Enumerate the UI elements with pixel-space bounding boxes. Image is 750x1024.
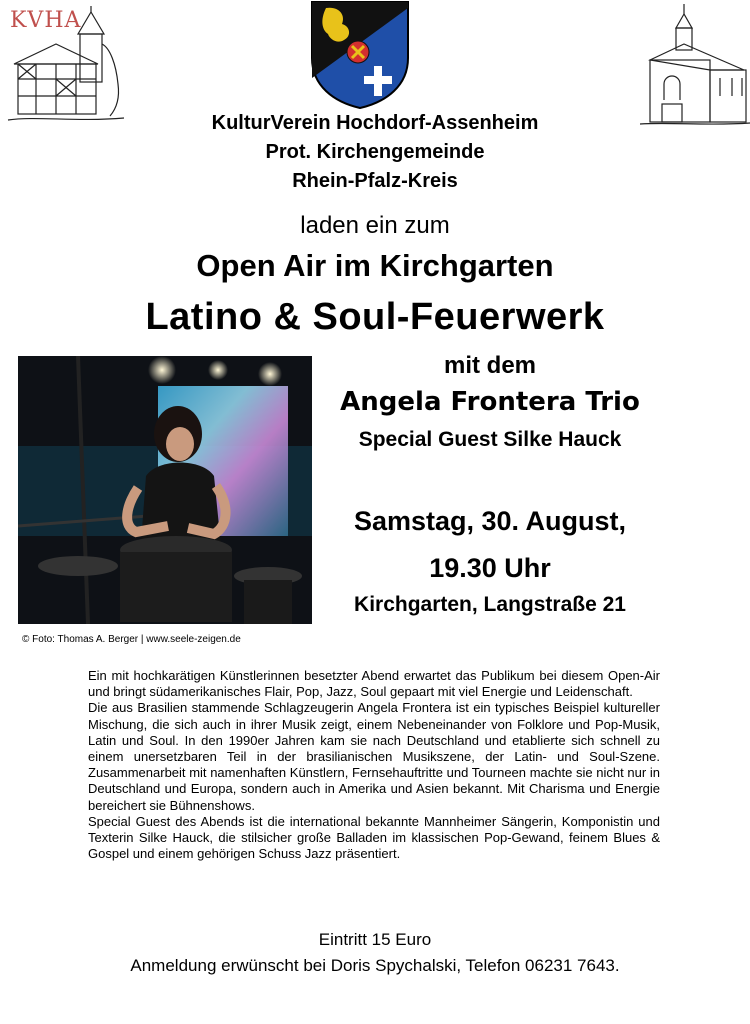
description-paragraph-3: Special Guest des Abends ist die international bekannte Mannheimer Sängerin, Komponistin und Texterin Silke Hauck, die stilsicher große Balladen im klassischen Pop-Gewand, feinem Blues & Gospel und einem gehörigen Schuss Jazz präsentiert. <box>88 813 660 862</box>
headline: Latino & Soul-Feuerwerk <box>145 296 605 338</box>
entry-fee: Eintritt 15 Euro <box>318 930 432 949</box>
organizer-line-2: Prot. Kirchengemeinde <box>265 141 485 163</box>
event-time: 19.30 Uhr <box>429 553 551 583</box>
photo-caption: © Foto: Thomas A. Berger | www.seele-zeigen.de <box>22 634 241 645</box>
event-title: Open Air im Kirchgarten <box>196 248 554 283</box>
band-name: Angela Frontera Trio <box>340 387 640 417</box>
coat-of-arms-icon <box>308 0 412 110</box>
special-guest: Special Guest Silke Hauck <box>358 428 622 451</box>
logo-text: KVHA <box>10 8 82 33</box>
description-paragraph-1: Ein mit hochkarätigen Künstlerinnen besetzter Abend erwartet das Publikum bei diesem Open-Air und bringt südamerikanisches Flair, Pop, Jazz, Soul gepaart mit viel Energie und Leidenschaft. <box>88 668 660 700</box>
with-text: mit dem <box>443 352 536 379</box>
church-drawing-icon <box>640 0 750 130</box>
event-date: Samstag, 30. August, <box>353 506 627 536</box>
event-venue: Kirchgarten, Langstraße 21 <box>354 593 626 616</box>
organizer-line-1: KulturVerein Hochdorf-Assenheim <box>211 112 539 134</box>
registration-info: Anmeldung erwünscht bei Doris Spychalski, Telefon 06231 7643. <box>130 956 620 975</box>
invite-text: laden ein zum <box>300 212 450 239</box>
concert-photo <box>18 356 312 624</box>
organizer-line-3: Rhein-Pfalz-Kreis <box>292 170 458 192</box>
description <box>88 668 660 862</box>
description-paragraph-2: Die aus Brasilien stammende Schlagzeugerin Angela Frontera ist ein typisches Beispiel kultureller Mischung, die sich auch in ihrer Musik zeigt, einem Nebeneinander von Folklore und Pop-Musik, Latin und Soul. In den 1990er Jahren kam sie nach Deutschland und etablierte sich schnell zu einem unersetzbaren Teil in der brasilianischen Musikszene, der Latin- und Soul-Szene. Zusammenarbeit mit namenhaften Künstlern, Fernsehauftritte und Tourneen machte sie nicht nur in Deutschland und Europa, sondern auch in Amerika und Asien bekannt. Mit Charisma und Energie bereichert sie Bühnenshows. <box>88 700 660 813</box>
